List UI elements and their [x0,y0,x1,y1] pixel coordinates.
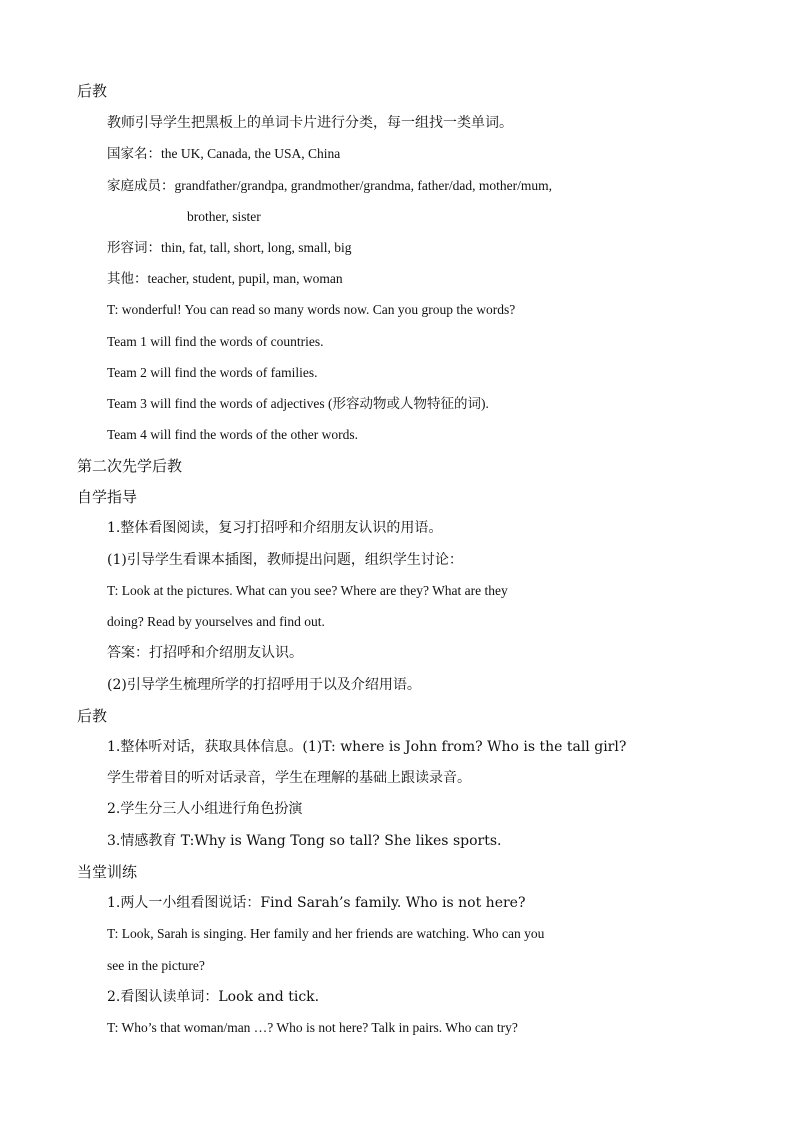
paragraph-line: 1.整体看图阅读，复习打招呼和介绍朋友认识的用语。 [107,520,443,536]
heading-hou-jiao-2: 后教 [77,707,108,725]
paragraph-line: T: Look at the pictures. What can you see? Where are they? What are they [107,583,508,598]
heading-self-study-guide: 自学指导 [77,488,138,506]
paragraph-line: 其他：teacher, student, pupil, man, woman [107,271,343,286]
paragraph-line: 2.看图认读单词：Look and tick. [107,989,320,1005]
paragraph-line: Team 1 will find the words of countries. [107,334,324,349]
paragraph-line: 教师引导学生把黑板上的单词卡片进行分类，每一组找一类单词。 [107,115,513,131]
paragraph-line: Team 4 will find the words of the other words. [107,427,359,442]
paragraph-line: (1)引导学生看课本插图，教师提出问题，组织学生讨论： [107,552,463,568]
paragraph-line: 家庭成员：grandfather/grandpa, grandmother/grandma, father/dad, mother/mum, [107,178,552,193]
paragraph-line: 2.学生分三人小组进行角色扮演 [107,801,303,817]
paragraph-line: 学生带着目的听对话录音，学生在理解的基础上跟读录音。 [107,770,471,786]
paragraph-line: T: Who’s that woman/man …? Who is not here? Talk in pairs. Who can try? [107,1020,518,1035]
paragraph-line: 1.整体听对话，获取具体信息。(1)T: where is John from? Who is the tall girl? [107,739,627,755]
paragraph-line: (2)引导学生梳理所学的打招呼用于以及介绍用语。 [107,677,421,693]
paragraph-line: 1.两人一小组看图说话：Find Sarah’s family. Who is not here? [107,895,526,911]
paragraph-line: see in the picture? [107,958,205,973]
heading-hou-jiao-1: 后教 [77,82,108,100]
heading-second-round: 第二次先学后教 [77,457,183,475]
heading-class-practice: 当堂训练 [77,863,138,881]
paragraph-line: brother, sister [187,209,261,224]
paragraph-line: Team 3 will find the words of adjectives (形容动物或人物特征的词). [107,396,489,411]
paragraph-line: T: Look, Sarah is singing. Her family and her friends are watching. Who can you [107,926,545,941]
paragraph-line: 3.情感教育 T:Why is Wang Tong so tall? She likes sports. [107,833,502,849]
paragraph-line: doing? Read by yourselves and find out. [107,614,325,629]
paragraph-line: T: wonderful! You can read so many words now. Can you group the words? [107,302,516,317]
paragraph-line: 形容词：thin, fat, tall, short, long, small, big [107,240,352,255]
paragraph-line: Team 2 will find the words of families. [107,365,318,380]
paragraph-line: 国家名：the UK, Canada, the USA, China [107,146,341,161]
paragraph-line: 答案：打招呼和介绍朋友认识。 [107,645,303,661]
